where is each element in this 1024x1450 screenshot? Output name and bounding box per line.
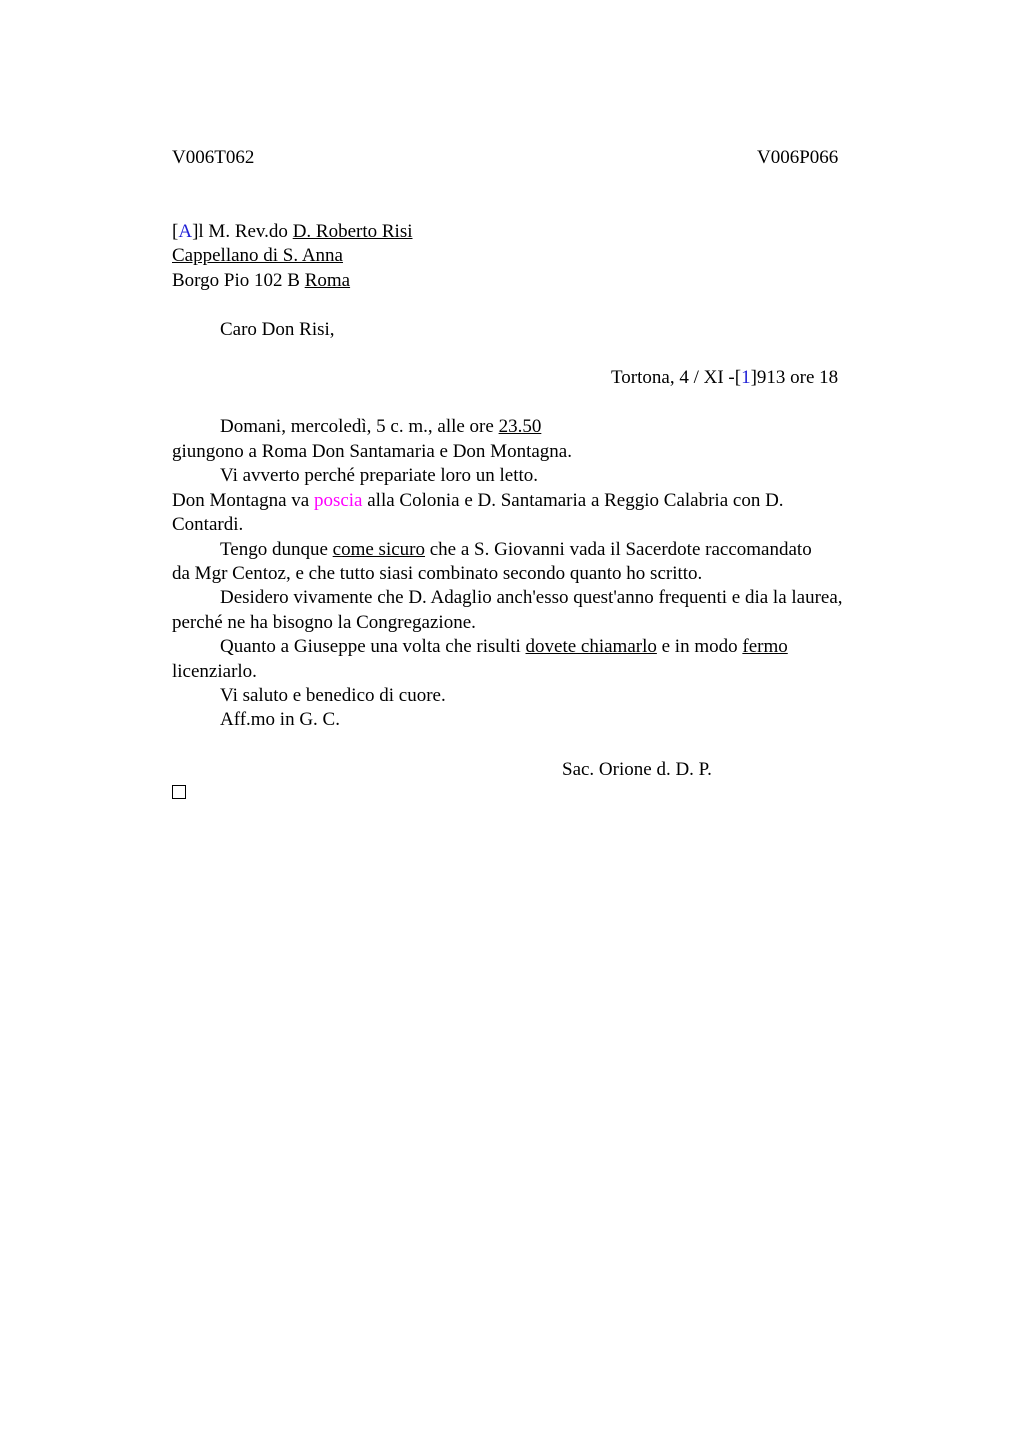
- body-text: Don Montagna va: [172, 490, 314, 511]
- body-line: da Mgr Centoz, e che tutto siasi combinato secondo quanto ho scritto.: [172, 563, 703, 584]
- body-line: Vi avverto perché prepariate loro un letto.: [220, 465, 539, 486]
- body-line: Desidero vivamente che D. Adaglio anch'esso quest'anno frequenti e dia la laurea,: [220, 587, 843, 608]
- header-right-code: V006P066: [757, 147, 839, 168]
- street: Borgo Pio 102 B: [172, 270, 305, 291]
- dateline: [611, 366, 838, 390]
- highlighted-word: poscia: [313, 490, 363, 511]
- body-line: [220, 415, 541, 439]
- closing: Aff.mo in G. C.: [220, 709, 340, 730]
- address-line-3: [172, 269, 350, 293]
- body-text: Domani, mercoledì, 5 c. m., alle ore: [220, 416, 499, 437]
- arrival-time: 23.50: [498, 416, 542, 437]
- address-line-2: Cappellano di S. Anna: [172, 245, 343, 266]
- underlined-phrase: fermo: [742, 636, 788, 657]
- body-line: giungono a Roma Don Santamaria e Don Montagna.: [172, 441, 572, 462]
- dateline-editorial: 1: [741, 367, 751, 388]
- body-line: [172, 489, 784, 513]
- checkbox-square-icon: [172, 785, 186, 799]
- body-line: Vi saluto e benedico di cuore.: [220, 685, 446, 706]
- body-text: che a S. Giovanni vada il Sacerdote raccomandato: [424, 539, 812, 560]
- bracket-open: [: [172, 221, 179, 242]
- underlined-phrase: dovete chiamarlo: [525, 636, 657, 657]
- body-line: Contardi.: [172, 514, 244, 535]
- body-line: [220, 635, 788, 659]
- body-text: Quanto a Giuseppe una volta che risulti: [220, 636, 526, 657]
- address-prefix: ]l M. Rev.do: [192, 221, 293, 242]
- body-text: alla Colonia e D. Santamaria a Reggio Calabria con D.: [362, 490, 784, 511]
- editorial-insert: A: [178, 221, 193, 242]
- body-text: Tengo dunque: [220, 539, 333, 560]
- signature: Sac. Orione d. D. P.: [562, 759, 712, 780]
- recipient-name: D. Roberto Risi: [292, 221, 413, 242]
- body-line: licenziarlo.: [172, 661, 257, 682]
- body-line: perché ne ha bisogno la Congregazione.: [172, 612, 476, 633]
- underlined-phrase: come sicuro: [332, 539, 425, 560]
- dateline-prefix: Tortona, 4 / XI -[: [611, 367, 742, 388]
- body-line: [220, 538, 812, 562]
- address-line-1: [172, 220, 413, 244]
- dateline-suffix: ]913 ore 18: [750, 367, 839, 388]
- salutation: Caro Don Risi,: [220, 319, 335, 340]
- body-text: e in modo: [656, 636, 743, 657]
- city: Roma: [304, 270, 351, 291]
- header-left-code: V006T062: [172, 147, 255, 168]
